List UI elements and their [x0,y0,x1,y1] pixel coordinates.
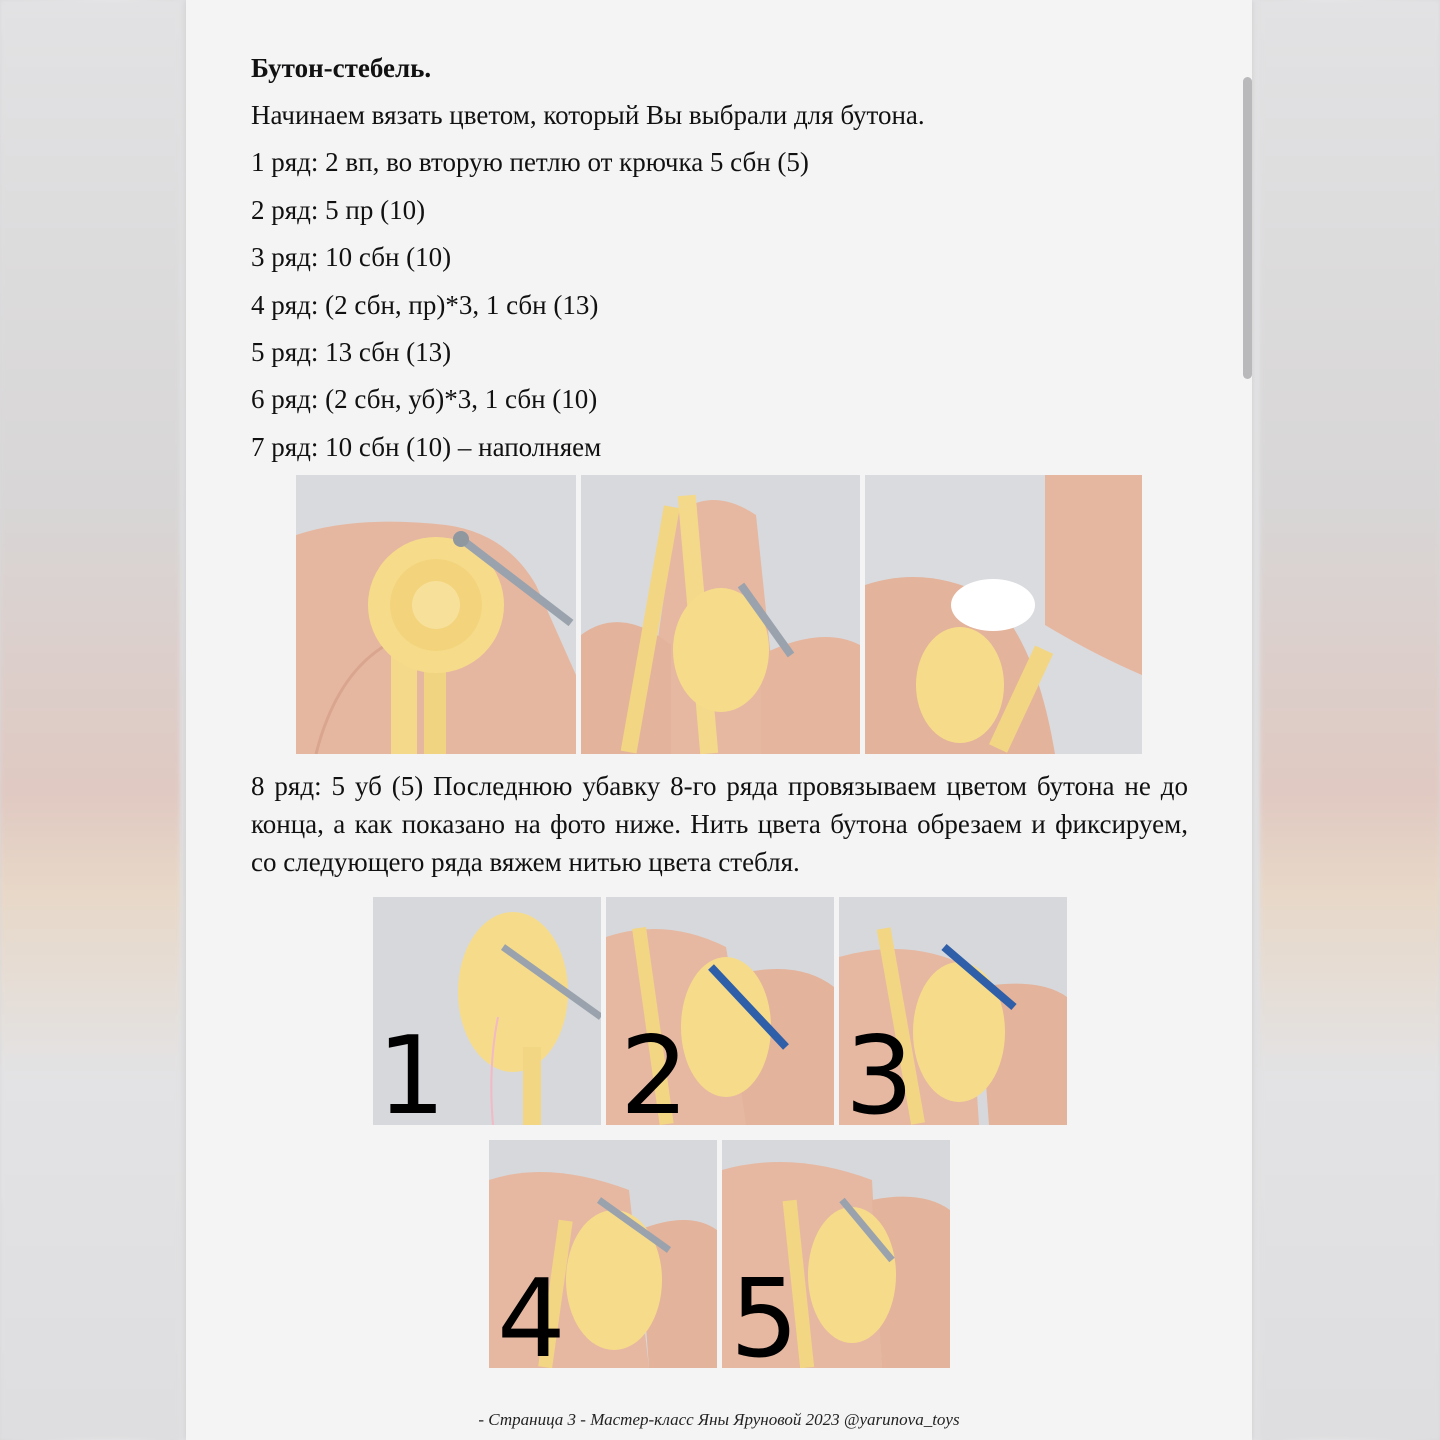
row-5: 5 ряд: 13 сбн (13) [251,336,452,367]
row-3: 3 ряд: 10 сбн (10) [251,242,452,273]
row-4: 4 ряд: (2 сбн, пр)*3, 1 сбн (13) [251,289,599,320]
step-number-3: 3 [845,1014,914,1125]
row-6: 6 ряд: (2 сбн, уб)*3, 1 сбн (10) [251,384,598,415]
row-1: 1 ряд: 2 вп, во вторую петлю от крючка 5 сбн (5) [251,147,809,178]
step-number-2: 2 [620,1014,689,1125]
page-footer: - Страница 3 - Мастер-класс Яны Яруновой 2023 @yarunova_toys [478,1410,960,1429]
intro-line: Начинаем вязать цветом, который Вы выбрали для бутона. [251,100,925,130]
step-number-1: 1 [377,1014,446,1125]
step-number-4: 4 [497,1257,566,1368]
photo-step-2 [606,897,834,1125]
photo-stuffing-bud [865,475,1142,754]
right-background-blur [1260,0,1440,1440]
row-2: 2 ряд: 5 пр (10) [251,194,426,225]
left-background-blur [0,0,180,1440]
row-8-paragraph: 8 ряд: 5 уб (5) Последнюю убавку 8-го ряда провязываем цветом бутона не до конца, а как показано на фото ниже. Нить цвета бутона обрезаем и фиксируем, со следующего ряда вяжем нитью цвета стебля. [251,771,1188,877]
photo-step-3 [839,897,1067,1125]
step-number-5: 5 [730,1257,799,1368]
scrollbar-thumb[interactable] [1243,77,1252,379]
photo-crochet-bud-side [581,475,860,754]
photo-crochet-bud-flat [296,475,576,754]
photo-step-4 [489,1140,717,1368]
section-heading: Бутон-стебель. [251,53,432,83]
instructions-text [251,48,1191,474]
photo-step-5 [722,1140,950,1368]
photo-step-1 [373,897,601,1125]
row-7: 7 ряд: 10 сбн (10) – наполняем [251,431,602,462]
